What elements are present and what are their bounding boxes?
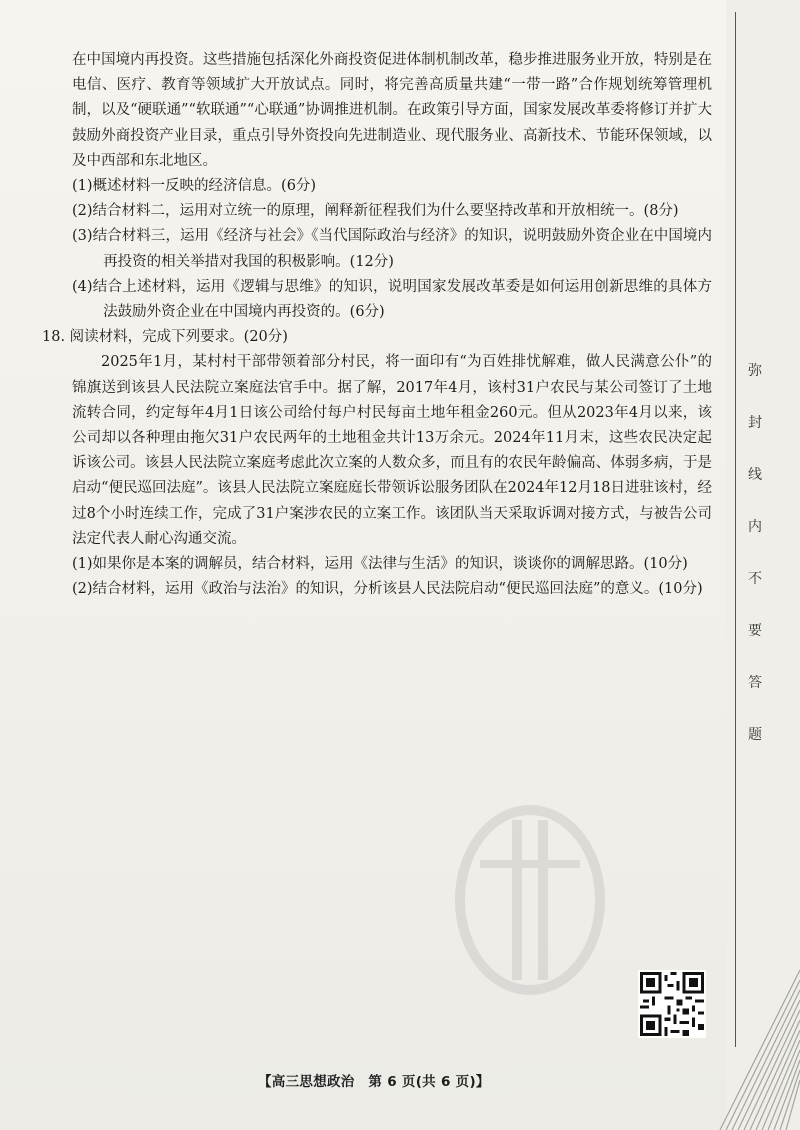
q18-heading: 18. 阅读材料，完成下列要求。(20分) (42, 329, 288, 346)
binding-char: 内 (748, 519, 762, 535)
binding-char: 题 (748, 727, 762, 743)
binding-line (735, 12, 736, 1047)
page-content (42, 48, 712, 602)
binding-char: 弥 (748, 363, 762, 379)
q18-sub-1: (1)如果你是本案的调解员，结合材料，运用《法律与生活》的知识，谈谈你的调解思路。(10分) (72, 556, 688, 573)
page-corner-fray (660, 950, 800, 1130)
binding-char: 封 (748, 415, 762, 431)
q17-sub-3: (3)结合材料三，运用《经济与社会》《当代国际政治与经济》的知识，说明鼓励外资企业在中国境内再投资的相关举措对我国的积极影响。(12分) (72, 228, 712, 270)
binding-char: 不 (748, 571, 762, 587)
q17-sub-2: (2)结合材料二，运用对立统一的原理，阐释新征程我们为什么要坚持改革和开放相统一。(8分) (72, 203, 679, 220)
q17-sub-1: (1)概述材料一反映的经济信息。(6分) (72, 178, 317, 195)
page-footer: 【高三思想政治 第 6 页(共 6 页)】 (258, 1074, 490, 1090)
material-three-continuation: 在中国境内再投资。这些措施包括深化外商投资促进体制机制改革，稳步推进服务业开放，特别是在电信、医疗、教育等领域扩大开放试点。同时，将完善高质量共建“一带一路”合作规划统筹管理机制，以及“硬联通”“软联通”“心联通”协调推进机制。在政策引导方面，国家发展改革委将修订并扩大鼓励外商投资产业目录，重点引导外资投向先进制造业、现代服务业、高新技术、节能环保领域，以及中西部和东北地区。 (72, 52, 712, 169)
binding-char: 答 (748, 675, 762, 691)
watermark-stamp (450, 800, 610, 1000)
q18-material: 2025年1月，某村村干部带领着部分村民，将一面印有“为百姓排忧解难，做人民满意公仆”的锦旗送到该县人民法院立案庭法官手中。据了解，2017年4月，该村31户农民与某公司签订了土地流转合同，约定每年4月1日该公司给付每户村民每亩土地年租金260元。但从2023年4月以来，该公司却以各种理由拖欠31户农民两年的土地租金共计13万余元。2024年11月末，这些农民决定起诉该公司。该县人民法院立案庭考虑此次立案的人数众多，而且有的农民年龄偏高、体弱多病，于是启动“便民巡回法庭”。该县人民法院立案庭庭长带领诉讼服务团队在2024年12月18日进驻该村，经过8个小时连续工作，完成了31户案涉农民的立案工作。该团队当天采取诉调对接方式，与被告公司法定代表人耐心沟通交流。 (72, 354, 712, 547)
q18-sub-2: (2)结合材料，运用《政治与法治》的知识，分析该县人民法院启动“便民巡回法庭”的意义。(10分) (72, 581, 703, 598)
binding-char: 线 (748, 467, 762, 483)
binding-char: 要 (748, 623, 762, 639)
q17-sub-4: (4)结合上述材料，运用《逻辑与思维》的知识，说明国家发展改革委是如何运用创新思维的具体方法鼓励外资企业在中国境内再投资的。(6分) (72, 278, 712, 321)
binding-notice (744, 360, 766, 776)
